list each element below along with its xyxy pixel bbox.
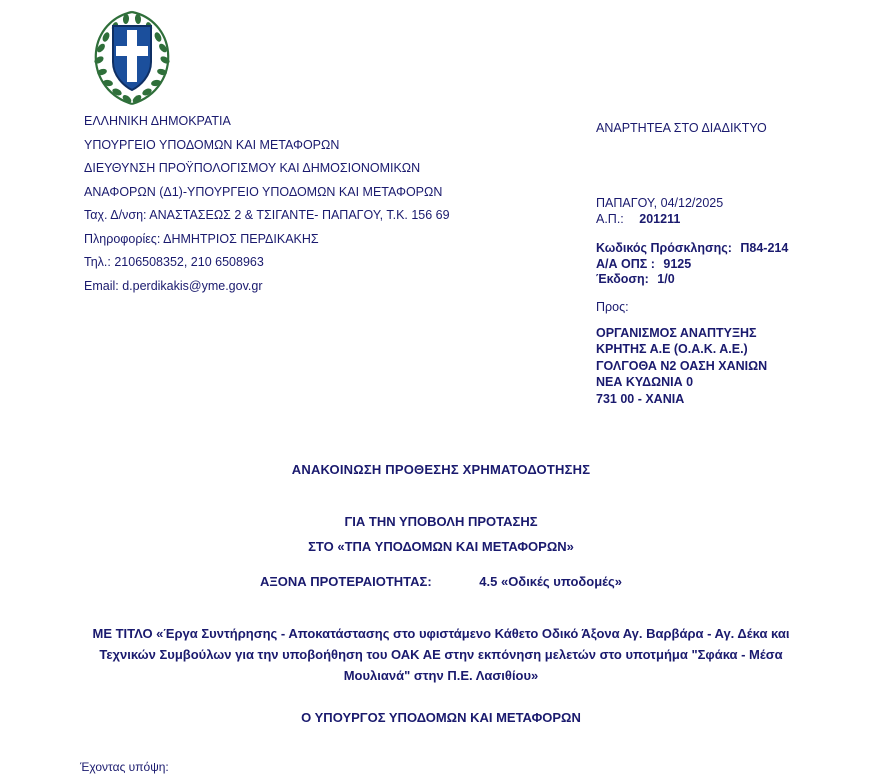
protocol-number-label: Α.Π.:	[596, 212, 624, 226]
hellenic-republic-emblem	[88, 8, 176, 106]
minister-heading: Ο ΥΠΟΥΡΓΟΣ ΥΠΟΔΟΜΩΝ ΚΑΙ ΜΕΤΑΦΟΡΩΝ	[301, 710, 581, 725]
authority-line: ΔΙΕΥΘΥΝΣΗ ΠΡΟΫΠΟΛΟΓΙΣΜΟΥ ΚΑΙ ΔΗΜΟΣΙΟΝΟΜΙΚΩΝ	[84, 161, 421, 175]
project-title: ΜΕ ΤΙΤΛΟ «Έργα Συντήρησης - Αποκατάστασης στο υφιστάμενο Κάθετο Οδικό Άξονα Αγ. Βαρβάρα - Αγ. Δέκα και Τεχνικών Συμβούλων για την υποβοήθηση του ΟΑΚ ΑΕ στην εκπόνηση μελετών στο υποτμήμα "Σφάκα - Μέσα Μουλιανά" στην Π.Ε. Λασιθίου»	[92, 626, 790, 683]
priority-axis-label: ΑΞΟΝΑ ΠΡΟΤΕΡΑΙΟΤΗΤΑΣ:	[259, 574, 432, 589]
ops-number-value: 9125	[663, 256, 692, 271]
place-date-protocol-block	[596, 195, 876, 227]
ops-number-label: Α/Α ΟΠΣ :	[596, 256, 655, 271]
recipient-line: 731 00 - ΧΑΝΙΑ	[596, 391, 685, 406]
authority-line: ΑΝΑΦΟΡΩΝ (Δ1)-ΥΠΟΥΡΓΕΙΟ ΥΠΟΔΟΜΩΝ ΚΑΙ ΜΕΤΑΦΟΡΩΝ	[84, 184, 443, 199]
protocol-number-row	[596, 211, 876, 227]
issuing-authority-block	[84, 110, 554, 298]
recipient-line: ΓΟΛΓΟΘΑ Ν2 ΟΑΣΗ ΧΑΝΙΩΝ	[596, 358, 768, 373]
priority-axis-value: 4.5 «Οδικές υποδομές»	[479, 574, 623, 589]
authority-line: ΕΛΛΗΝΙΚΗ ΔΗΜΟΚΡΑΤΙΑ	[84, 114, 231, 128]
recipient-block	[596, 299, 882, 407]
contact-person-line: Πληροφορίες: ΔΗΜΗΤΡΙΟΣ ΠΕΡΔΙΚΑΚΗΣ	[84, 231, 319, 246]
priority-axis-row	[0, 574, 882, 589]
postal-address-line: Ταχ. Δ/νση: ΑΝΑΣΤΑΣΕΩΣ 2 & ΤΣΙΓΑΝΤΕ- ΠΑΠΑΓΟΥ, Τ.Κ. 156 69	[84, 208, 450, 222]
version-label: Έκδοση:	[596, 272, 649, 286]
call-code-value: Π84-214	[740, 241, 789, 255]
call-code-row	[596, 241, 882, 257]
email-line: Email: d.perdikakis@yme.gov.gr	[84, 278, 263, 293]
having-regard-to-text: Έχοντας υπόψη:	[80, 760, 169, 774]
protocol-number-value: 201211	[639, 212, 681, 226]
document-subtitle-1: ΓΙΑ ΤΗΝ ΥΠΟΒΟΛΗ ΠΡΟΤΑΣΗΣ	[344, 514, 538, 529]
recipient-to-label: Προς:	[596, 300, 629, 314]
authority-line: ΥΠΟΥΡΓΕΙΟ ΥΠΟΔΟΜΩΝ ΚΑΙ ΜΕΤΑΦΟΡΩΝ	[84, 137, 340, 152]
recipient-line: ΚΡΗΤΗΣ Α.Ε (Ο.Α.Κ. Α.Ε.)	[596, 342, 748, 356]
publication-notice-text: ΑΝΑΡΤΗΤΕΑ ΣΤΟ ΔΙΑΔΙΚΤΥΟ	[596, 121, 767, 135]
place-date: ΠΑΠΑΓΟΥ, 04/12/2025	[596, 196, 724, 210]
recipient-line: ΟΡΓΑΝΙΣΜΟΣ ΑΝΑΠΤΥΞΗΣ	[596, 325, 757, 340]
ops-number-row	[596, 257, 882, 273]
recipient-line: ΝΕΑ ΚΥΔΩΝΙΑ 0	[596, 375, 694, 389]
version-row	[596, 272, 882, 288]
document-subtitle-2: ΣΤΟ «ΤΠΑ ΥΠΟΔΟΜΩΝ ΚΑΙ ΜΕΤΑΦΟΡΩΝ»	[308, 539, 574, 554]
call-code-label: Κωδικός Πρόσκλησης:	[596, 241, 732, 255]
telephone-line: Τηλ.: 2106508352, 210 6508963	[84, 255, 264, 269]
document-main-title: ΑΝΑΚΟΙΝΩΣΗ ΠΡΟΘΕΣΗΣ ΧΡΗΜΑΤΟΔΟΤΗΣΗΣ	[291, 462, 591, 477]
call-identifiers-block	[596, 241, 882, 288]
version-value: 1/0	[657, 272, 675, 286]
publication-notice	[596, 120, 866, 136]
